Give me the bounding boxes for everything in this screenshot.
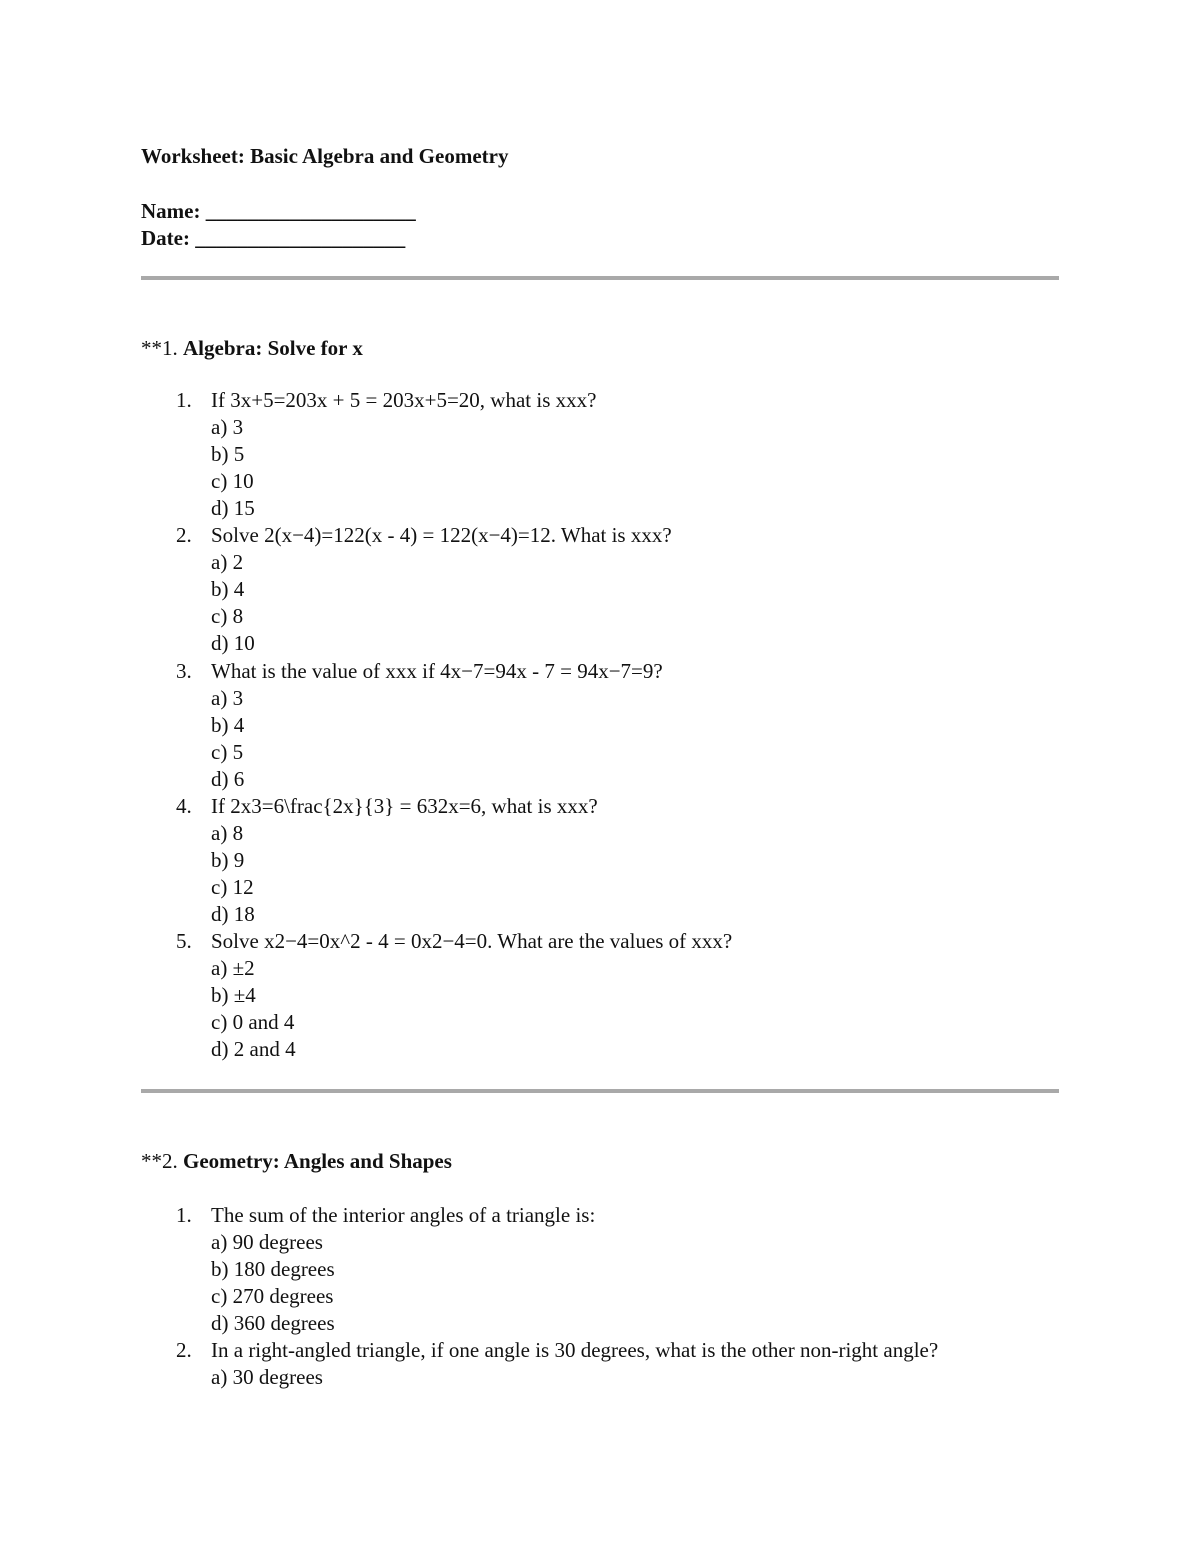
question-number: 2. xyxy=(176,1338,192,1362)
date-blank: ____________________ xyxy=(195,226,406,250)
section-heading-geometry xyxy=(141,1146,452,1176)
question-text: What is the value of xxx if 4x−7=94x - 7 = 94x−7=9? xyxy=(211,659,663,683)
date-label: Date: xyxy=(141,226,190,250)
question-text: If 3x+5=203x + 5 = 203x+5=20, what is xxx? xyxy=(211,388,597,412)
question-text: Solve 2(x−4)=122(x - 4) = 122(x−4)=12. What is xxx? xyxy=(211,523,672,547)
horizontal-rule xyxy=(141,1089,1059,1093)
question-number: 1. xyxy=(176,1203,192,1227)
question-number: 2. xyxy=(176,523,192,547)
question-number: 4. xyxy=(176,794,192,818)
question-number: 5. xyxy=(176,929,192,953)
question-number: 1. xyxy=(176,388,192,412)
section-title: Algebra: Solve for x xyxy=(183,336,363,360)
question-number: 3. xyxy=(176,659,192,683)
section-prefix: **2. xyxy=(141,1149,178,1173)
question-text: If 2x3=6\frac{2x}{3} = 632x=6, what is xxx? xyxy=(211,794,598,818)
section-title: Geometry: Angles and Shapes xyxy=(183,1149,452,1173)
horizontal-rule xyxy=(141,276,1059,280)
section-prefix: **1. xyxy=(141,336,178,360)
section-heading-algebra xyxy=(141,333,363,363)
question-text: The sum of the interior angles of a triangle is: xyxy=(211,1203,596,1227)
name-label: Name: xyxy=(141,199,201,223)
question-text: In a right-angled triangle, if one angle is 30 degrees, what is the other non-right angle? xyxy=(211,1338,939,1362)
question-text: Solve x2−4=0x^2 - 4 = 0x2−4=0. What are the values of xxx? xyxy=(211,929,733,953)
name-blank: ____________________ xyxy=(205,199,416,223)
date-field xyxy=(141,224,405,252)
worksheet-page: Worksheet: Basic Algebra and Geometry Name: ____________________ Date: ____________________ **1. Algebra: Solve for x 1. If 3x+5=203x + 5 = 203x+5=20, what is xxx? a) 3 b) 5 c) 10 d) 15 2. Solve 2(x−4)=122(x - 4) = 122(x−4)=12. What is xxx? a) 2 b) 4 c) 8 d) 10 3. What is the value of xxx if 4x−7=94x - 7 = 94x−7=9? a) 3 b) 4 c) 5 d) 6 4. If 2x3=6\frac{2x}{3} = 632x=6, what is xxx? a) 8 b) 9 c) 12 d) 18 5. Solve x2−4=0x^2 - 4 = 0x2−4=0. What are the values of xxx? a) ±2 b) ±4 c) 0 and 4 d) 2 and 4 **2. Geometry: Angles and Shapes 1. The sum of the interior angles of a triangle is: a) 90 degrees b) 180 degrees c) 270 degrees d) 360 degrees 2. In a right-angled triangle, if one angle is 30 degrees, what is the other non-right angle? a) 30 degrees xyxy=(0,0,1200,1553)
worksheet-title: Worksheet: Basic Algebra and Geometry xyxy=(141,144,509,168)
name-field xyxy=(141,197,416,225)
